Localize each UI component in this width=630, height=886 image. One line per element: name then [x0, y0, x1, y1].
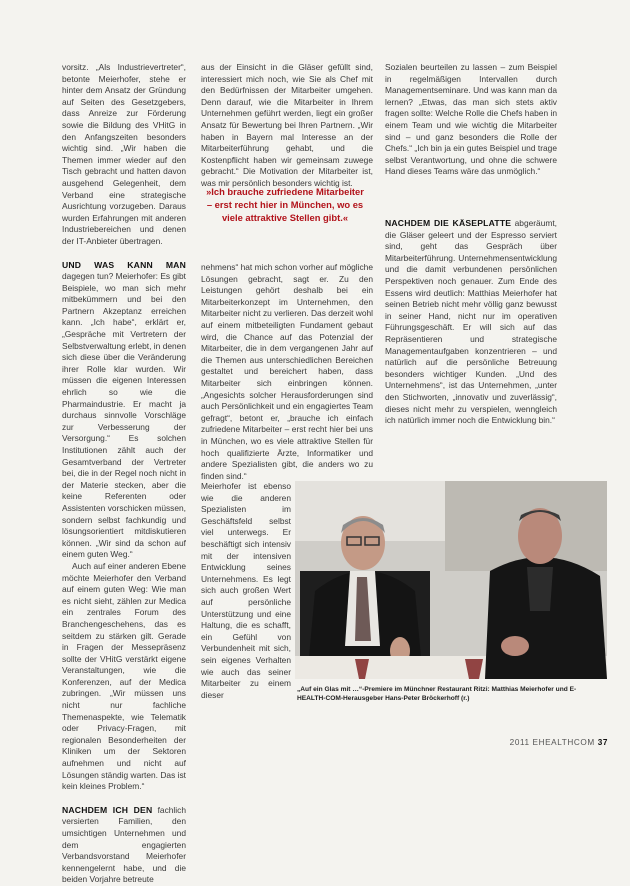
paragraph: vorsitz. „Als Industrievertreter“, betonte Meierhofer, stehe er hinter dem Ansatz der Gründung auf Seiten des Gesetzgebers, dass Anreize zur Förderung sowie die Bildung des VHitG in den Anfangszeiten besonders wichtig sind. „Wir haben die Themen immer wieder auf den Tisch gebracht und hatten davon ausgehend Gelegenheit, dem Verband eine strategische Ausrichtung vorzugeben. Daraus wurden Erfahrungen mit anderen Industriebereichen und denen der IT-Anbieter übertragen. [62, 62, 186, 246]
paragraph [62, 260, 186, 561]
lead-in-heading: NACHDEM ICH DEN [62, 804, 153, 815]
text-column-right [385, 62, 557, 448]
paragraph-text: fachlich versierten Familien, den umsichtigen Unternehmen und dem engagierten Verbandsvorstand Meierhofer kennengelernt habe, und die beiden Vorjahre betreute [62, 804, 186, 885]
paragraph: nehmens“ hat mich schon vorher auf mögliche Lösungen gebracht, sagt er. Zu den Leistungen gehört deshalb bei ein Mitarbeiterkonzept im Unternehmen, den Mitarbeiter nicht zu verlieren. Das derzeit wohl auf einem mitbeteiligten Fundament gebaut wird, die Chance auf das Potenzial der Mitarbeiter, die in dem vergangenen Jahr auf die Themen aus unterschiedlichen Bereichen gestaltet und bereichert haben, dass Mitarbeiter sich einbringen können. „Angesichts solcher Herausforderungen sind auch Persönlichkeit und ein engagiertes Team gefragt“, betont er, „brauche ich einfach zufriedene Mitarbeiter – erst recht hier bei uns in München, wo es viele attraktive Stellen für hoch qualifizierte Ärzte, Informatiker und andere Spezialisten gibt, die anders wo zu finden sind.“ [201, 262, 373, 481]
text-column-wrap: Meierhofer ist ebenso wie die anderen Spezialisten im Geschäftsfeld selbst viel unterwegs. Er beschäftigt sich intensiv mit der intensiven Entwicklung seines Unternehmens. Es legt sich auch großen Wert auf persönliche Unterstützung und eine Haltung, die es schafft, ein Gefühl von Verbundenheit mit sich, sein eigenes Verhalten wie auch das seiner Mitarbeiter zu einem dieser [201, 481, 291, 700]
text-column-left [62, 62, 186, 886]
paragraph [62, 805, 186, 886]
paragraph-text: dagegen tun? Meierhofer: Es gibt Beispiele, wo man sich mehr mitbekümmern und bei den Partnern Akzeptanz erreichen kann. „Ich habe“, erklärt er, „Gespräche mit Vertretern der Selbstverwaltung erlebt, in denen sich diese über die Veränderung ihrer Rolle klar wurden. Wir müssen die eigenen Interessen ehrlich so wie die Pharmaindustrie. Er macht ja durchaus sinnvolle Vorschläge zur Verbesserung der Versorgung.“ Es solchen Institutionen zählt auch der Gesamtverband der Vertreter bei, die in der Regel noch nicht in der Materie stecken, aber die keine Referenten oder Assistenten vorschicken müssen, sondern selbst fachkundig und lösungsorientiert mitdiskutieren können. „Wir sind da schon auf einem guten Weg.“ [62, 271, 186, 560]
interview-photo [295, 481, 607, 679]
lead-in-heading: UND WAS KANN MAN [62, 259, 186, 270]
photo-illustration [295, 481, 607, 679]
paragraph: Auch auf einer anderen Ebene möchte Meierhofer den Verband auf einem guten Weg: Wie man es nicht sieht, zählen zur Medica ein zentrales Forum des Branchengeschehens, das es seitdem zu stärken gilt. Gerade in Fragen der Messepräsenz sollte der VHitG verstärkt eigene Veranstaltungen, wie die Konferenzen, auf der Medica zubringen. „Wir müssen uns nicht nur fachliche Themenaspekte, wie Telematik oder Privacy-Fragen, mit regionalen Besonderheiten der Kliniken um der Sektoren aufnehmen und nicht auf Lösungen ständig warten. Das ist kein kleines Problem.“ [62, 560, 186, 792]
paragraph [385, 218, 557, 448]
page-number: 37 [597, 738, 608, 747]
pull-quote: »Ich brauche zufriedene Mitarbeiter – erst recht hier in München, wo es viele attraktive Stellen gibt.« [206, 186, 364, 224]
issue-label: 2011 EHEALTHCOM [509, 738, 595, 747]
text-column-middle [201, 62, 373, 481]
paragraph: Sozialen beurteilen zu lassen – zum Beispiel in regelmäßigen Intervallen durch Managementseminare. Und was kann man da lernen? „Etwas, das man sich stets aktiv fragen sollte: Welche Rolle die Chefs haben in einem Team und wie wichtig die Mitarbeiter sind – und ganz besonders die Rolle der Chefs.“ „Ich bin ja ein gutes Beispiel und trage selbst Verantwortung, und ohne die schwere Hand dieses Teams wäre das unmöglich.“ [385, 62, 557, 177]
lead-in-heading: NACHDEM DIE KÄSEPLATTE [385, 218, 512, 228]
photo-caption: „Auf ein Glas mit …“-Premiere im Münchner Restaurant Ritzi: Matthias Meierhofer und E-HEALTH-COM-Herausgeber Hans-Peter Bröckerhoff (r.) [297, 686, 577, 702]
paragraph-text: abgeräumt, die Gläser geleert und der Espresso serviert sind, geht das Gespräch über Mitarbeiterführung. Unternehmensentwicklung und die damit verbundenen persönlichen Perspektiven noch genauer. Zum Ende des Essens wird deutlich: Matthias Meierhofer hat seinen Betrieb nicht mehr völlig ganz bewusst in seiner Hand, nicht nur im operativen Führungsgeschäft. Er will sich auf das Repräsentieren und strategische Managementaufgaben konzentrieren – und natürlich auf die persönliche Betreuung besonders wichtiger Kunden. „Und des Unternehmens“, ist das Unternehmen, „unter den Stichworten, „innovativ und zuverlässig“, dieses nicht mehr zu verspielen, wenngleich ich natürlich immer noch die Entwicklung bin.“ [385, 218, 557, 426]
page-footer [500, 738, 608, 747]
paragraph: aus der Einsicht in die Gläser gefüllt sind, interessiert mich noch, wie Sie als Chef mit den Bedürfnissen der Mitarbeiter umgehen. Denn darauf, wie die Mitarbeiter in Ihrem Unternehmen geführt werden, liegt ein großer Ansatz für Bewertung bei Ihren Partnern. „Wir haben in Bayern mal Interesse an der Mitarbeiterführung gehabt, und die Kostenpflicht haben wir gemeinsam zuwege gebracht.“ Die Motivation der Mitarbeiter ist, was mir persönlich besonders wichtig ist. [201, 62, 373, 188]
